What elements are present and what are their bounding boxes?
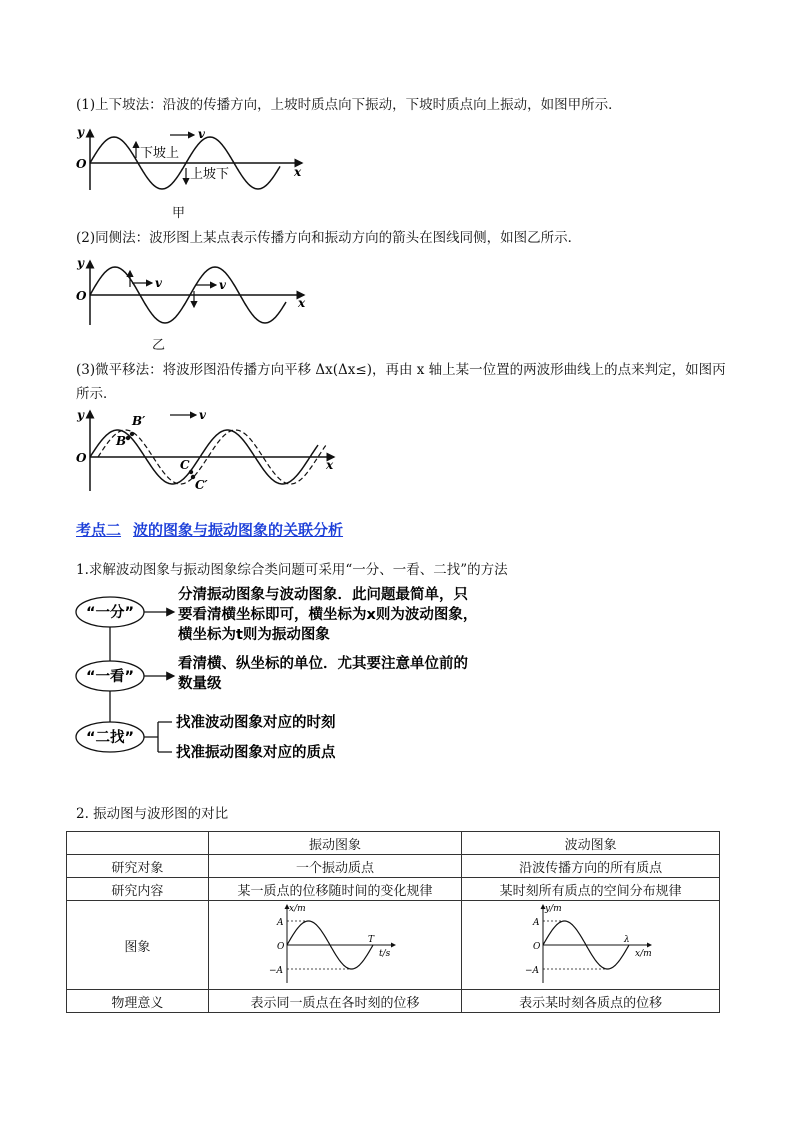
wave-graph-cell xyxy=(462,901,720,990)
kan-desc-line2: 数量级 xyxy=(178,676,222,692)
table-row xyxy=(67,878,720,901)
y-axis-label: y xyxy=(77,256,84,270)
velocity-label-1: v xyxy=(155,276,162,290)
x-axis-label: x xyxy=(294,165,302,179)
zhao-label: “二找” xyxy=(85,730,135,746)
figure-yi xyxy=(72,255,312,330)
uphill-label: 上坡下 xyxy=(190,167,230,182)
origin-label: O xyxy=(76,157,87,171)
section-heading xyxy=(76,519,343,540)
table-cell: 沿波传播方向的所有质点 xyxy=(462,855,720,878)
x-axis-label: x xyxy=(326,458,334,472)
point-c-prime: C′ xyxy=(195,478,208,492)
method3-text: (3)微平移法：将波形图沿传播方向平移 Δx(Δx≤)，再由 x 轴上某一位置的两波形曲线上的点来判定，如图丙所示． xyxy=(76,362,726,402)
section-title: 波的图象与振动图象的关联分析 xyxy=(133,521,344,539)
table-cell: 物理意义 xyxy=(67,990,209,1013)
table-cell: 表示某时刻各质点的位移 xyxy=(462,990,720,1013)
point-b: B xyxy=(116,434,127,448)
table-cell: 研究对象 xyxy=(67,855,209,878)
vibration-graph xyxy=(265,901,405,985)
zhao-desc-1: 找准波动图象对应的时刻 xyxy=(176,715,336,731)
table-cell: 一个振动质点 xyxy=(208,855,462,878)
table-cell: 图象 xyxy=(67,901,209,990)
vib-period-label: T xyxy=(367,935,374,945)
origin-label: O xyxy=(76,451,87,465)
wave-neg-a-label: −A xyxy=(524,966,539,976)
table-header-cell xyxy=(67,832,209,855)
table-cell: 表示同一质点在各时刻的位移 xyxy=(208,990,462,1013)
table-row xyxy=(67,901,720,990)
table-cell: 某时刻所有质点的空间分布规律 xyxy=(462,878,720,901)
figure-bing xyxy=(72,405,342,495)
velocity-label: v xyxy=(199,408,206,422)
downhill-label: 下坡上 xyxy=(140,146,180,161)
velocity-label-2: v xyxy=(219,278,226,292)
fen-desc-line1: 分清振动图象与波动图象．此问题最简单，只 xyxy=(178,587,468,603)
item1-text: 1.求解波动图象与振动图象综合类问题可采用“一分、一看、二找”的方法 xyxy=(76,562,508,578)
table-cell: 研究内容 xyxy=(67,878,209,901)
wave-a-label: A xyxy=(532,918,540,928)
wave-x-label: x/m xyxy=(634,949,652,959)
wave-origin-label: O xyxy=(532,942,541,952)
fen-desc-line2: 要看清横坐标即可，横坐标为x则为波动图象， xyxy=(178,607,478,623)
velocity-label: v xyxy=(198,127,205,141)
vib-a-label: A xyxy=(276,918,284,928)
y-axis-label: y xyxy=(77,408,84,422)
table-cell: 某一质点的位移随时间的变化规律 xyxy=(208,878,462,901)
method2-text: (2)同侧法：波形图上某点表示传播方向和振动方向的箭头在图线同侧，如图乙所示． xyxy=(76,230,582,246)
table-row xyxy=(67,990,720,1013)
fen-desc-line3: 横坐标为t则为振动图象 xyxy=(178,627,330,643)
item2-text: 2. 振动图与波形图的对比 xyxy=(76,806,229,822)
kan-label: “一看” xyxy=(85,669,135,685)
wave-y-label: y/m xyxy=(544,904,562,914)
vib-neg-a-label: −A xyxy=(268,966,284,976)
figure-jia xyxy=(72,120,312,200)
vib-y-label: x/m xyxy=(288,904,306,914)
x-axis-label: x xyxy=(298,296,306,310)
fen-label: “一分” xyxy=(85,605,135,621)
point-b-prime: B′ xyxy=(132,414,146,428)
table-header-cell: 波动图象 xyxy=(462,832,720,855)
wave-lambda-label: λ xyxy=(623,935,630,945)
table-header-cell: 振动图象 xyxy=(208,832,462,855)
method1-text: (1)上下坡法：沿波的传播方向，上坡时质点向下振动，下坡时质点向上振动，如图甲所示． xyxy=(76,97,622,113)
vibration-graph-cell xyxy=(208,901,462,990)
table-row xyxy=(67,855,720,878)
y-axis-label: y xyxy=(77,125,84,139)
point-c: C xyxy=(180,458,190,472)
origin-label: O xyxy=(76,289,87,303)
comparison-table xyxy=(66,831,720,1013)
figure-yi-caption: 乙 xyxy=(152,338,166,353)
kan-desc-line1: 看清横、纵坐标的单位．尤其要注意单位前的 xyxy=(178,656,468,672)
vib-origin-label: O xyxy=(276,942,285,952)
table-header-row xyxy=(67,832,720,855)
wave-graph xyxy=(521,901,661,985)
figure-jia-caption: 甲 xyxy=(172,206,186,221)
vib-x-label: t/s xyxy=(378,949,391,959)
zhao-desc-2: 找准振动图象对应的质点 xyxy=(176,745,336,761)
section-number: 考点二 xyxy=(76,521,122,539)
method-flow-diagram xyxy=(70,584,530,764)
